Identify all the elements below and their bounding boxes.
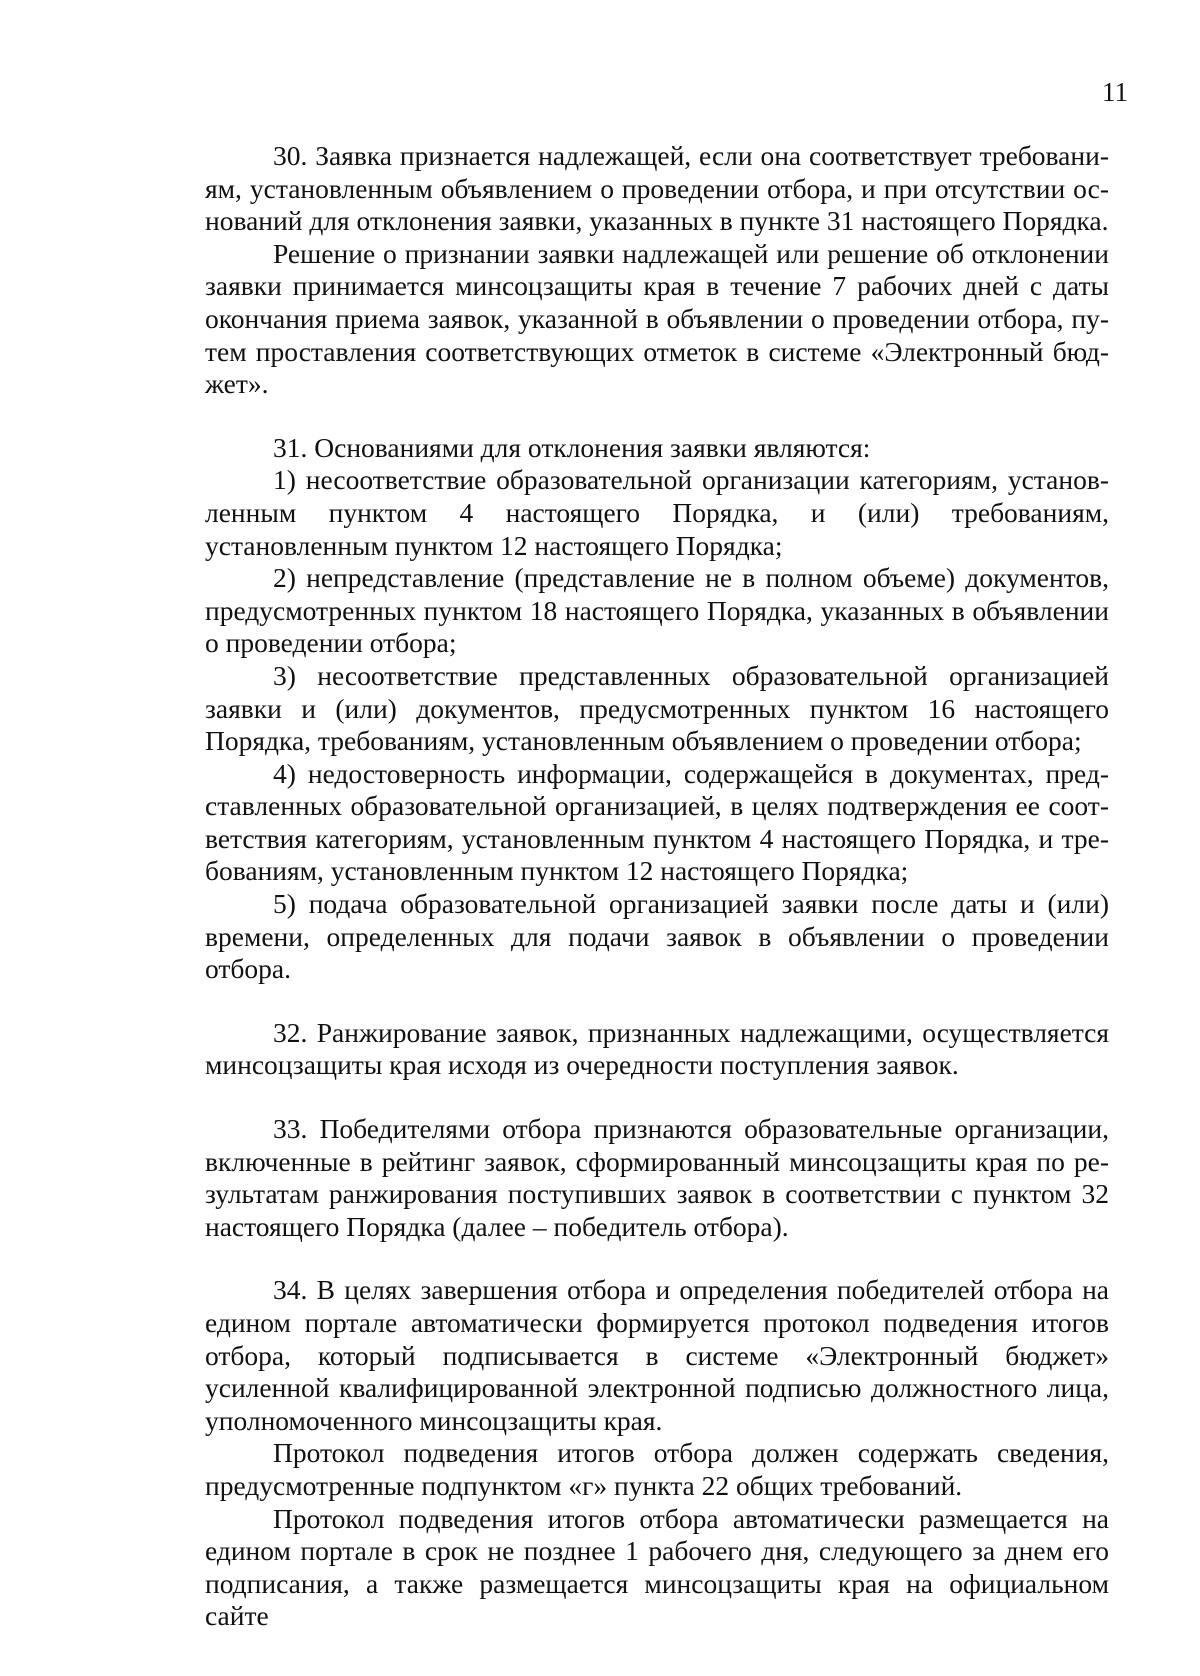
paragraph-31-item-5: 5) подача образовательной организацией заявки после даты и (или) времени, определенных для подачи заявок в объявлении о проведении отбора. [205, 888, 1109, 985]
paragraph-31: 31. Основаниями для отклонения заявки являются: [273, 431, 871, 463]
paragraph-34-protocol-content: Протокол подведения итогов отбора должен содержать сведения, предусмотренные подпунктом «г» пункта 22 общих требований. [205, 1437, 1109, 1501]
paragraph-32: 32. Ранжирование заявок, признанных надлежащими, осуществляется минсоцзащиты края исходя из очередности поступления заявок. [205, 1016, 1109, 1081]
paragraph-31-item-2: 2) непредставление (представление не в полном объеме) документов, предусмотренных пунктом 18 настоящего Порядка, указанных в объявлении о проведении отбора; [205, 562, 1109, 659]
paragraph-31-item-4: 4) недостоверность информации, содержащейся в документах, представленных образовательной организацией, в целях подтверждения ее соответствия категориям, установленным пунктом 4 настоящего Порядка, и требованиям, установленным пунктом 12 настоящего Порядка; [205, 757, 1109, 887]
page-number: 11 [1102, 77, 1128, 107]
paragraph-30-decision: Решение о признании заявки надлежащей или решение об отклонении заявки принимается минсоцзащиты края в течение 7 рабочих дней с даты окончания приема заявок, указанной в объявлении о проведении отбора, путем проставления соответствующих отметок в системе «Электронный бюджет». [205, 237, 1109, 400]
paragraph-30: 30. Заявка признается надлежащей, если она соответствует требованиям, установленным объявлением о проведении отбора, и при отсутствии оснований для отклонения заявки, указанных в пункте 31 настоящего Порядка. [205, 140, 1109, 237]
paragraph-34: 34. В целях завершения отбора и определения победителей отбора на едином портале автоматически формируется протокол подведения итогов отбора, который подписывается в системе «Электронный бюджет» усиленной квалифицированной электронной подписью должностного лица, уполномоченного минсоцзащиты края. [205, 1274, 1109, 1436]
paragraph-34-protocol-publication: Протокол подведения итогов отбора автоматически размещается на едином портале в срок не позднее 1 рабочего дня, следующего за днем его подписания, а также размещается минсоцзащиты края на официальном сайте [205, 1502, 1109, 1632]
paragraph-31-item-1: 1) несоответствие образовательной организации категориям, установленным пунктом 4 настоящего Порядка, и (или) требованиям, установленным пунктом 12 настоящего Порядка; [205, 464, 1109, 561]
paragraph-31-item-3: 3) несоответствие представленных образовательной организацией заявки и (или) документов, предусмотренных пунктом 16 настоящего Порядка, требованиям, установленным объявлением о проведении отбора; [205, 659, 1109, 757]
document-body [205, 140, 1109, 1633]
paragraph-33: 33. Победителями отбора признаются образовательные организации, включенные в рейтинг заявок, сформированный минсоцзащиты края по результатам ранжирования поступивших заявок в соответствии с пунктом 32 настоящего Порядка (далее – победитель отбора). [205, 1113, 1109, 1242]
